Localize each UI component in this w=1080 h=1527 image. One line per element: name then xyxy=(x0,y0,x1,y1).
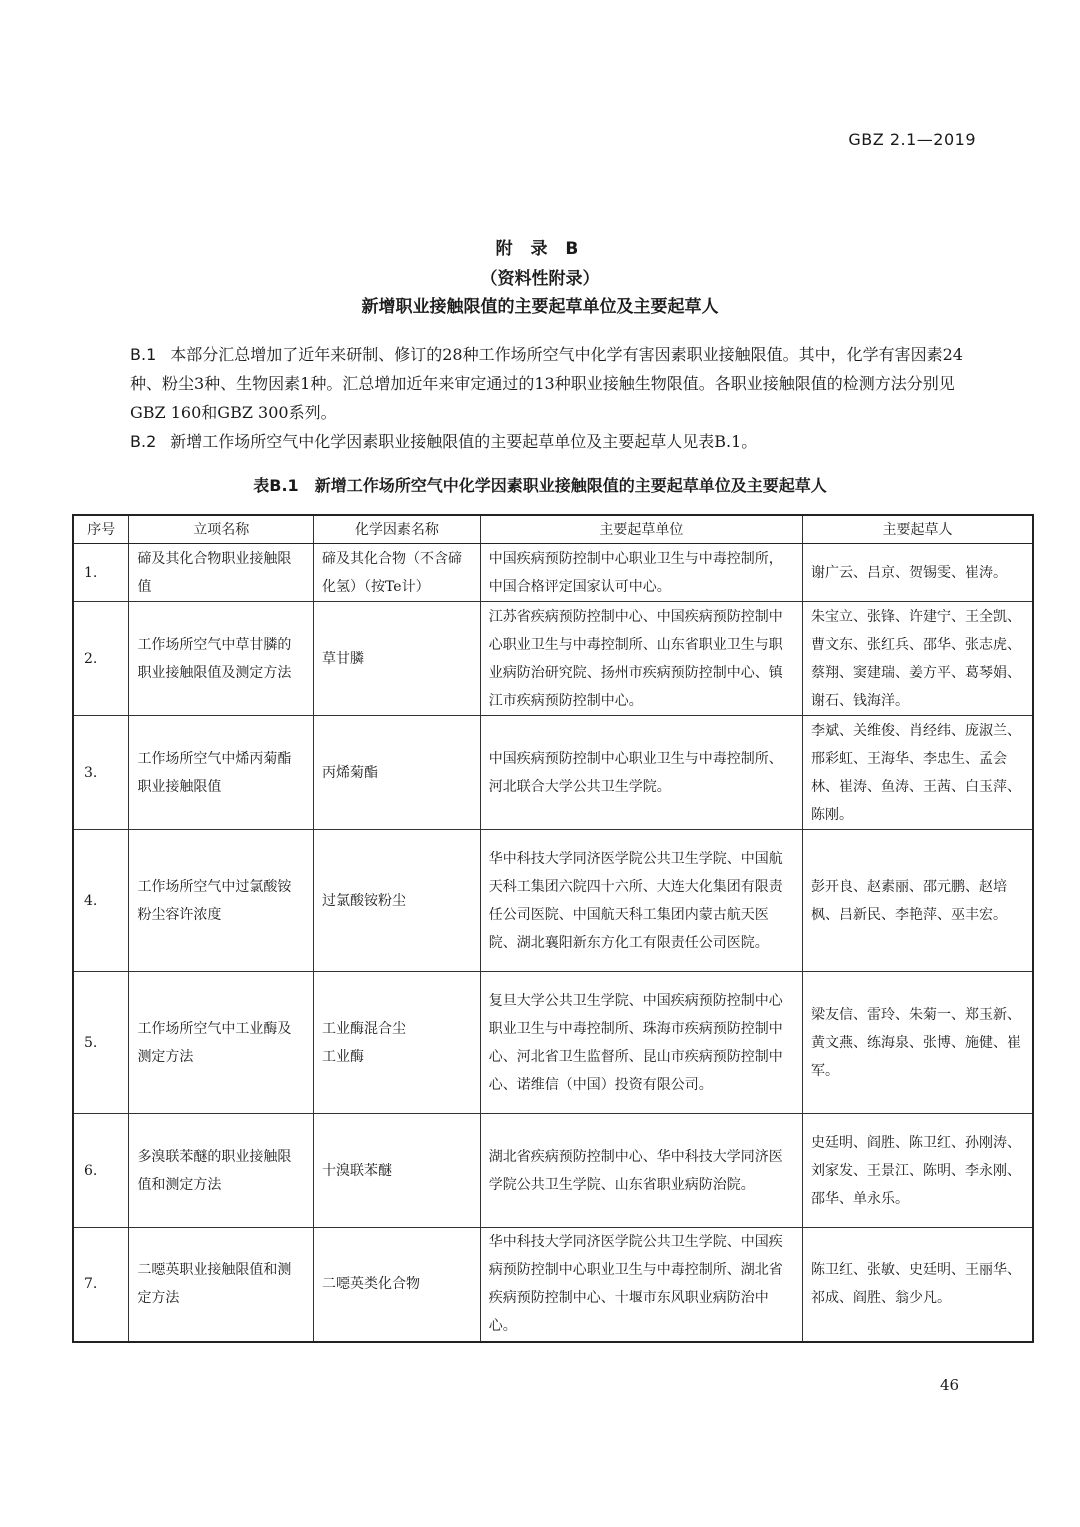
row-units: 江苏省疾病预防控制中心、中国疾病预防控制中心职业卫生与中毒控制所、山东省职业卫生与职业病防治研究院、扬州市疾病预防控制中心、镇江市疾病预防控制中心。 xyxy=(480,602,802,716)
row-chemical: 碲及其化合物（不含碲化氢）（按Te计） xyxy=(314,544,481,602)
row-project: 工作场所空气中过氯酸铵粉尘容许浓度 xyxy=(129,830,314,972)
row-chemical: 工业酶混合尘 工业酶 xyxy=(314,972,481,1114)
table-row xyxy=(73,1114,1033,1228)
row-units: 中国疾病预防控制中心职业卫生与中毒控制所、河北联合大学公共卫生学院。 xyxy=(480,716,802,830)
row-no: 7. xyxy=(73,1228,129,1342)
paragraph-b1 xyxy=(130,340,990,427)
row-drafters: 朱宝立、张锋、许建宁、王全凯、曹文东、张红兵、邵华、张志虎、蔡翔、窦建瑞、姜方平、葛琴娟、谢石、钱海洋。 xyxy=(802,602,1033,716)
row-drafters: 梁友信、雷玲、朱菊一、郑玉新、黄文燕、练海泉、张博、施健、崔军。 xyxy=(802,972,1033,1114)
document-code: GBZ 2.1—2019 xyxy=(848,130,976,149)
row-no: 5. xyxy=(73,972,129,1114)
row-no: 6. xyxy=(73,1114,129,1228)
row-units: 华中科技大学同济医学院公共卫生学院、中国航天科工集团六院四十六所、大连大化集团有限责任公司医院、中国航天科工集团内蒙古航天医院、湖北襄阳新东方化工有限责任公司医院。 xyxy=(480,830,802,972)
row-project: 工作场所空气中烯丙菊酯职业接触限值 xyxy=(129,716,314,830)
row-chemical: 丙烯菊酯 xyxy=(314,716,481,830)
row-chemical: 草甘膦 xyxy=(314,602,481,716)
row-drafters: 史廷明、阎胜、陈卫红、孙刚涛、刘家发、王景江、陈明、李永刚、邵华、单永乐。 xyxy=(802,1114,1033,1228)
table-title: 表B.1 新增工作场所空气中化学因素职业接触限值的主要起草单位及主要起草人 xyxy=(253,476,827,495)
header-chemical: 化学因素名称 xyxy=(314,515,481,544)
row-project: 二噁英职业接触限值和测定方法 xyxy=(129,1228,314,1342)
appendix-type: （资料性附录） xyxy=(480,269,600,289)
table-row xyxy=(73,602,1033,716)
table-row xyxy=(73,716,1033,830)
table-row xyxy=(73,1228,1033,1342)
row-project: 多溴联苯醚的职业接触限值和测定方法 xyxy=(129,1114,314,1228)
header-no: 序号 xyxy=(73,515,129,544)
page-number: 46 xyxy=(940,1376,960,1394)
header-units: 主要起草单位 xyxy=(480,515,802,544)
row-drafters: 陈卫红、张敏、史廷明、王丽华、祁成、阎胜、翁少凡。 xyxy=(802,1228,1033,1342)
row-no: 3. xyxy=(73,716,129,830)
row-units: 复旦大学公共卫生学院、中国疾病预防控制中心职业卫生与中毒控制所、珠海市疾病预防控制中心、河北省卫生监督所、昆山市疾病预防控制中心、诺维信（中国）投资有限公司。 xyxy=(480,972,802,1114)
paragraph-b2 xyxy=(130,427,990,456)
paragraph-b1-label: B.1 xyxy=(130,345,157,364)
table-row xyxy=(73,544,1033,602)
row-drafters: 彭开良、赵素丽、邵元鹏、赵培枫、吕新民、李艳萍、巫丰宏。 xyxy=(802,830,1033,972)
row-project: 工作场所空气中草甘膦的职业接触限值及测定方法 xyxy=(129,602,314,716)
row-units: 湖北省疾病预防控制中心、华中科技大学同济医学院公共卫生学院、山东省职业病防治院。 xyxy=(480,1114,802,1228)
table-header-row xyxy=(73,515,1033,544)
table-row xyxy=(73,830,1033,972)
row-chemical: 二噁英类化合物 xyxy=(314,1228,481,1342)
row-no: 2. xyxy=(73,602,129,716)
row-chemical: 过氯酸铵粉尘 xyxy=(314,830,481,972)
appendix-title: 新增职业接触限值的主要起草单位及主要起草人 xyxy=(361,297,719,317)
row-units: 中国疾病预防控制中心职业卫生与中毒控制所，中国合格评定国家认可中心。 xyxy=(480,544,802,602)
table-row xyxy=(73,972,1033,1114)
row-drafters: 李斌、关维俊、肖经纬、庞淑兰、邢彩虹、王海华、李忠生、孟会林、崔涛、鱼涛、王茜、白玉萍、陈刚。 xyxy=(802,716,1033,830)
row-units: 华中科技大学同济医学院公共卫生学院、中国疾病预防控制中心职业卫生与中毒控制所、湖北省疾病预防控制中心、十堰市东风职业病防治中心。 xyxy=(480,1228,802,1342)
row-drafters: 谢广云、吕京、贺锡雯、崔涛。 xyxy=(802,544,1033,602)
paragraph-b2-label: B.2 xyxy=(130,432,157,451)
header-project: 立项名称 xyxy=(129,515,314,544)
row-no: 1. xyxy=(73,544,129,602)
header-drafters: 主要起草人 xyxy=(802,515,1033,544)
appendix-label: 附 录 B xyxy=(495,239,585,259)
row-project: 碲及其化合物职业接触限值 xyxy=(129,544,314,602)
paragraph-b1-text: 本部分汇总增加了近年来研制、修订的28种工作场所空气中化学有害因素职业接触限值。其中，化学有害因素24种、粉尘3种、生物因素1种。汇总增加近年来审定通过的13种职业接触生物限值。各职业接触限值的检测方法分别见GBZ 160和GBZ 300系列。 xyxy=(130,345,963,422)
row-chemical: 十溴联苯醚 xyxy=(314,1114,481,1228)
row-no: 4. xyxy=(73,830,129,972)
paragraph-b2-text: 新增工作场所空气中化学因素职业接触限值的主要起草单位及主要起草人见表B.1。 xyxy=(170,432,758,451)
drafters-table xyxy=(72,514,1034,1343)
row-project: 工作场所空气中工业酶及测定方法 xyxy=(129,972,314,1114)
